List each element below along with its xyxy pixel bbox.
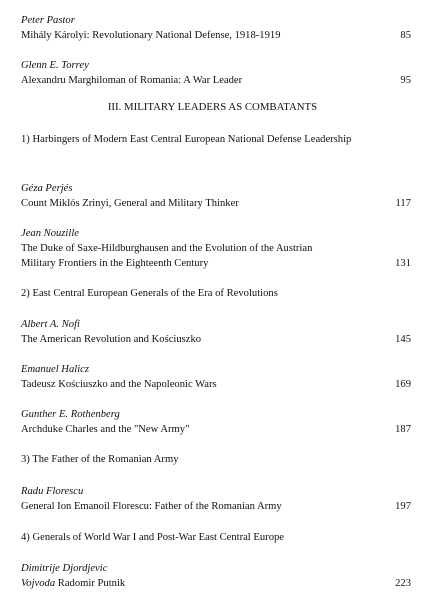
- entry-title: Alexandru Marghiloman of Romania: A War Leader: [21, 75, 243, 86]
- entry-author: Gunther E. Rothenberg: [21, 409, 120, 420]
- entry-title: The American Revolution and Kościuszko: [21, 334, 202, 345]
- entry-title-row: [21, 257, 411, 270]
- entry-page-number: 85: [400, 30, 411, 41]
- entry-title-row: [21, 577, 411, 590]
- entry-title-rest: Radomir Putnik: [55, 578, 126, 589]
- entry-page-number: 117: [395, 198, 411, 209]
- subsection-heading: 1) Harbingers of Modern East Central European National Defense Leadership: [21, 134, 352, 145]
- entry-title-line: Military Frontiers in the Eighteenth Century: [21, 258, 209, 269]
- entry-title: Mihály Károlyi: Revolutionary National Defense, 1918-1919: [21, 30, 281, 41]
- entry-title: [21, 577, 125, 590]
- entry-author: Dimitrije Djordjevic: [21, 563, 108, 574]
- entry-title-italic: Vojvoda: [21, 578, 56, 589]
- entry-author: Jean Nouzille: [21, 228, 79, 239]
- entry-page-number: 197: [395, 501, 411, 512]
- subsection-heading: 3) The Father of the Romanian Army: [21, 454, 179, 465]
- entry-title-row: [21, 333, 411, 346]
- entry-page-number: 95: [400, 75, 411, 86]
- entry-author: Peter Pastor: [21, 15, 75, 26]
- entry-page-number: 145: [395, 334, 411, 345]
- entry-author: Radu Florescu: [21, 486, 84, 497]
- entry-page-number: 223: [395, 578, 411, 589]
- entry-title-row: [21, 29, 411, 42]
- entry-author: Emanuel Halicz: [21, 364, 89, 375]
- entry-title: Tadeusz Kościuszko and the Napoleonic Wars: [21, 379, 217, 390]
- subsection-heading: 4) Generals of World War I and Post-War East Central Europe: [21, 532, 284, 543]
- entry-author: Glenn E. Torrey: [21, 60, 89, 71]
- entry-title-row: [21, 378, 411, 391]
- entry-page-number: 131: [395, 258, 411, 269]
- entry-title-row: [21, 197, 411, 210]
- entry-page-number: 169: [395, 379, 411, 390]
- subsection-heading: 2) East Central European Generals of the Era of Revolutions: [21, 288, 278, 299]
- entry-title: Count Miklós Zrinyi, General and Military Thinker: [21, 198, 239, 209]
- entry-author: Géza Perjés: [21, 183, 73, 194]
- entry-title-line: The Duke of Saxe-Hildburghausen and the Evolution of the Austrian: [21, 243, 313, 254]
- entry-title: General Ion Emanoil Florescu: Father of the Romanian Army: [21, 501, 282, 512]
- entry-page-number: 187: [395, 424, 411, 435]
- entry-title: Archduke Charles and the "New Army": [21, 424, 190, 435]
- entry-title-row: [21, 500, 411, 513]
- entry-title-row: [21, 423, 411, 436]
- entry-title-row: [21, 74, 411, 87]
- section-heading: III. MILITARY LEADERS AS COMBATANTS: [107, 101, 318, 113]
- entry-author: Albert A. Nofi: [21, 319, 80, 330]
